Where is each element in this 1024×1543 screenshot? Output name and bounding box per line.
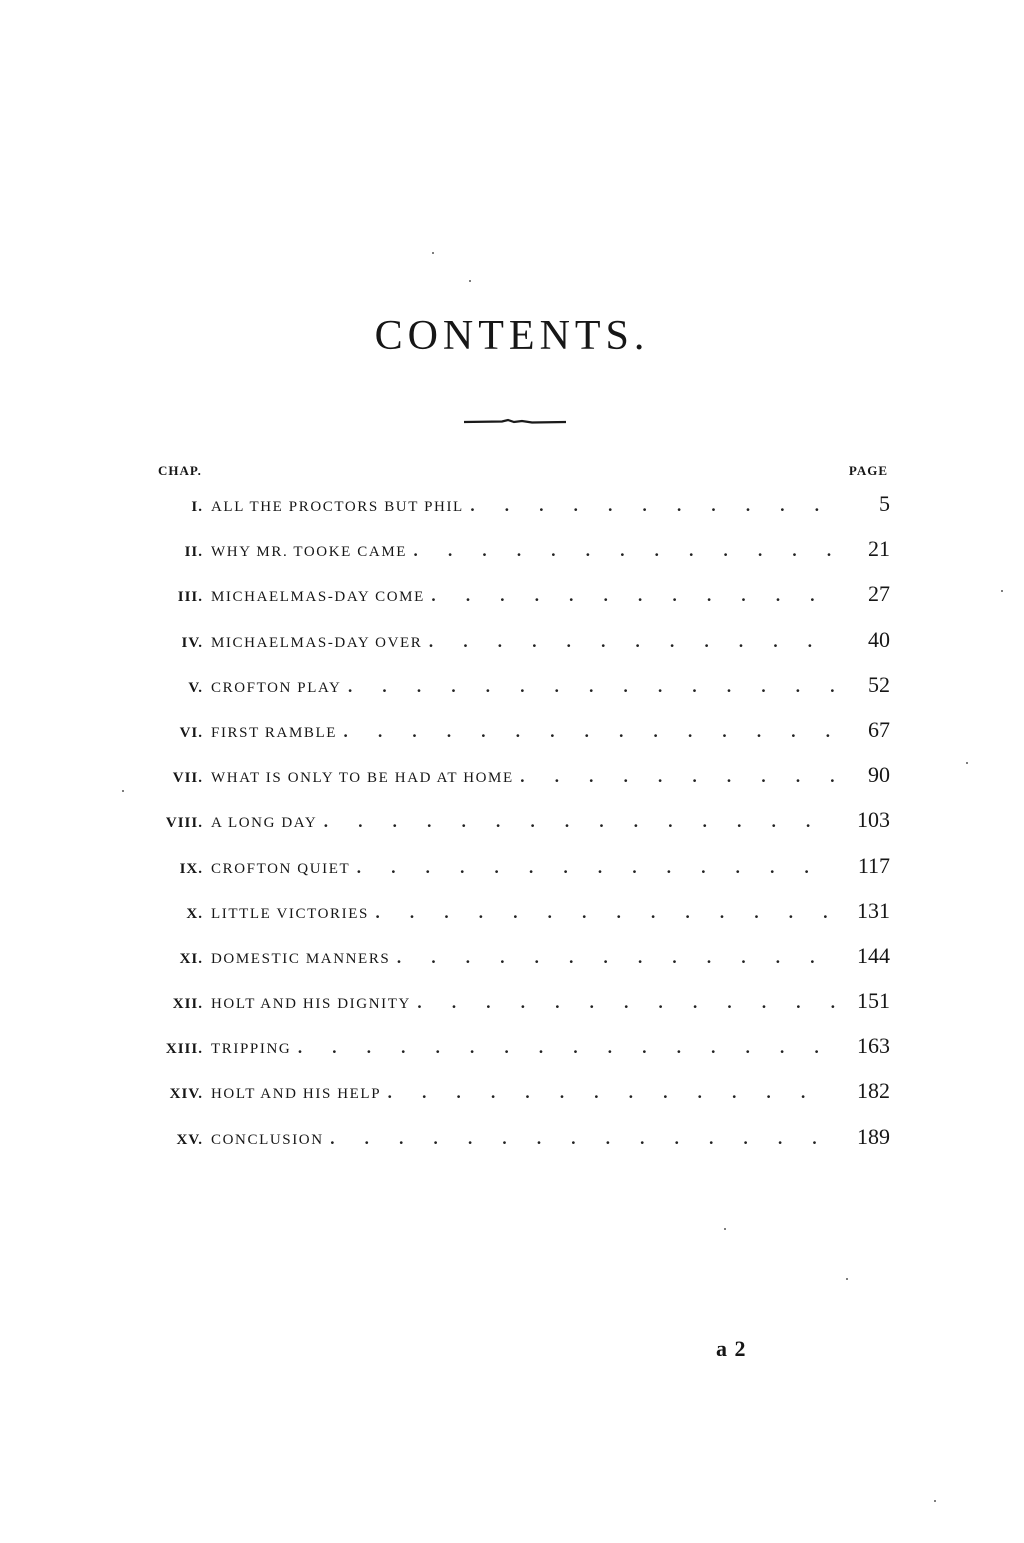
dot-leader [330, 1125, 836, 1153]
contents-entry [145, 1032, 890, 1077]
dot-leader [428, 628, 836, 656]
contents-entry [145, 580, 890, 625]
chapter-number: XV. [176, 1131, 203, 1148]
chapter-title: MICHAELMAS-DAY COME [211, 589, 425, 606]
dot-leader [520, 763, 836, 791]
dot-leader [396, 944, 836, 972]
chapter-title: TRIPPING [211, 1041, 292, 1058]
contents-entry [145, 806, 890, 851]
dot-leader [470, 492, 836, 520]
chapter-number: VI. [179, 724, 203, 741]
dot-leader [431, 582, 836, 610]
dot-leader [297, 1034, 836, 1062]
contents-entry [145, 897, 890, 942]
chapter-title: FIRST RAMBLE [211, 724, 338, 741]
contents-entry [145, 987, 890, 1032]
contents-entry [145, 626, 890, 671]
page-number: 103 [857, 807, 890, 833]
page-column-header: PAGE [848, 463, 888, 478]
chapter-number: II. [184, 544, 203, 561]
chapter-title: HOLT AND HIS HELP [211, 1086, 382, 1103]
chapter-number: V. [188, 679, 203, 696]
page-number: 27 [868, 581, 890, 607]
chapter-title: LITTLE VICTORIES [211, 905, 369, 922]
page-number: 117 [857, 852, 890, 878]
chapter-title: HOLT AND HIS DIGNITY [211, 996, 411, 1013]
ornament-rule-icon [462, 418, 568, 426]
chapter-number: IV. [181, 634, 203, 651]
scan-speck [122, 790, 124, 792]
contents-entry [145, 1077, 890, 1122]
dot-leader [343, 718, 836, 746]
page-number: 21 [868, 536, 890, 562]
dot-leader [347, 673, 836, 701]
chapter-number: XII. [172, 996, 203, 1013]
page-number: 144 [857, 942, 890, 968]
contents-entry [145, 671, 890, 716]
chapter-number: XI. [179, 950, 203, 967]
printer-signature-mark: a 2 [716, 1336, 747, 1361]
contents-entry [145, 852, 890, 897]
page-number: 90 [868, 762, 890, 788]
scan-speck [846, 1278, 848, 1280]
contents-list [145, 490, 890, 1168]
dot-leader [413, 537, 836, 565]
dot-leader [375, 899, 836, 927]
scan-speck [469, 280, 471, 282]
page-number: 52 [868, 671, 890, 697]
contents-entry [145, 716, 890, 761]
chapter-column-header: CHAP. [158, 463, 202, 478]
chapter-title: CROFTON PLAY [211, 679, 342, 696]
chapter-title: CROFTON QUIET [211, 860, 351, 877]
chapter-number: VIII. [165, 815, 203, 832]
contents-entry [145, 535, 890, 580]
chapter-number: VII. [172, 770, 203, 787]
dot-leader [356, 854, 836, 882]
page-number: 40 [868, 626, 890, 652]
chapter-title: WHAT IS ONLY TO BE HAD AT HOME [211, 770, 514, 787]
chapter-title: WHY MR. TOOKE CAME [211, 544, 408, 561]
page-number: 67 [868, 716, 890, 742]
page-number: 182 [857, 1078, 890, 1104]
scan-speck [1001, 590, 1003, 592]
dot-leader [417, 989, 836, 1017]
chapter-number: III. [177, 589, 203, 606]
page-number: 131 [857, 897, 890, 923]
contents-entry [145, 490, 890, 535]
scan-speck [724, 1228, 726, 1230]
page-title: CONTENTS. [374, 313, 650, 359]
chapter-number: X. [186, 905, 203, 922]
page-number: 163 [857, 1033, 890, 1059]
chapter-number: IX. [179, 860, 203, 877]
chapter-number: XIII. [165, 1041, 203, 1058]
contents-entry [145, 1123, 890, 1168]
chapter-number: I. [191, 499, 203, 515]
page-number: 5 [879, 491, 890, 516]
contents-entry [145, 942, 890, 987]
scan-speck [432, 252, 434, 254]
scan-speck [966, 762, 968, 764]
page-number: 151 [857, 988, 890, 1014]
chapter-title: MICHAELMAS-DAY OVER [211, 634, 423, 651]
contents-entry [145, 761, 890, 806]
chapter-title: CONCLUSION [211, 1131, 324, 1148]
dot-leader [323, 808, 836, 836]
dot-leader [387, 1079, 836, 1107]
page-number: 189 [857, 1123, 890, 1149]
chapter-title: DOMESTIC MANNERS [211, 950, 391, 967]
chapter-title: A LONG DAY [211, 815, 318, 832]
chapter-number: XIV. [169, 1086, 203, 1103]
chapter-title: ALL THE PROCTORS BUT PHIL [211, 499, 464, 515]
scan-speck [934, 1500, 936, 1502]
